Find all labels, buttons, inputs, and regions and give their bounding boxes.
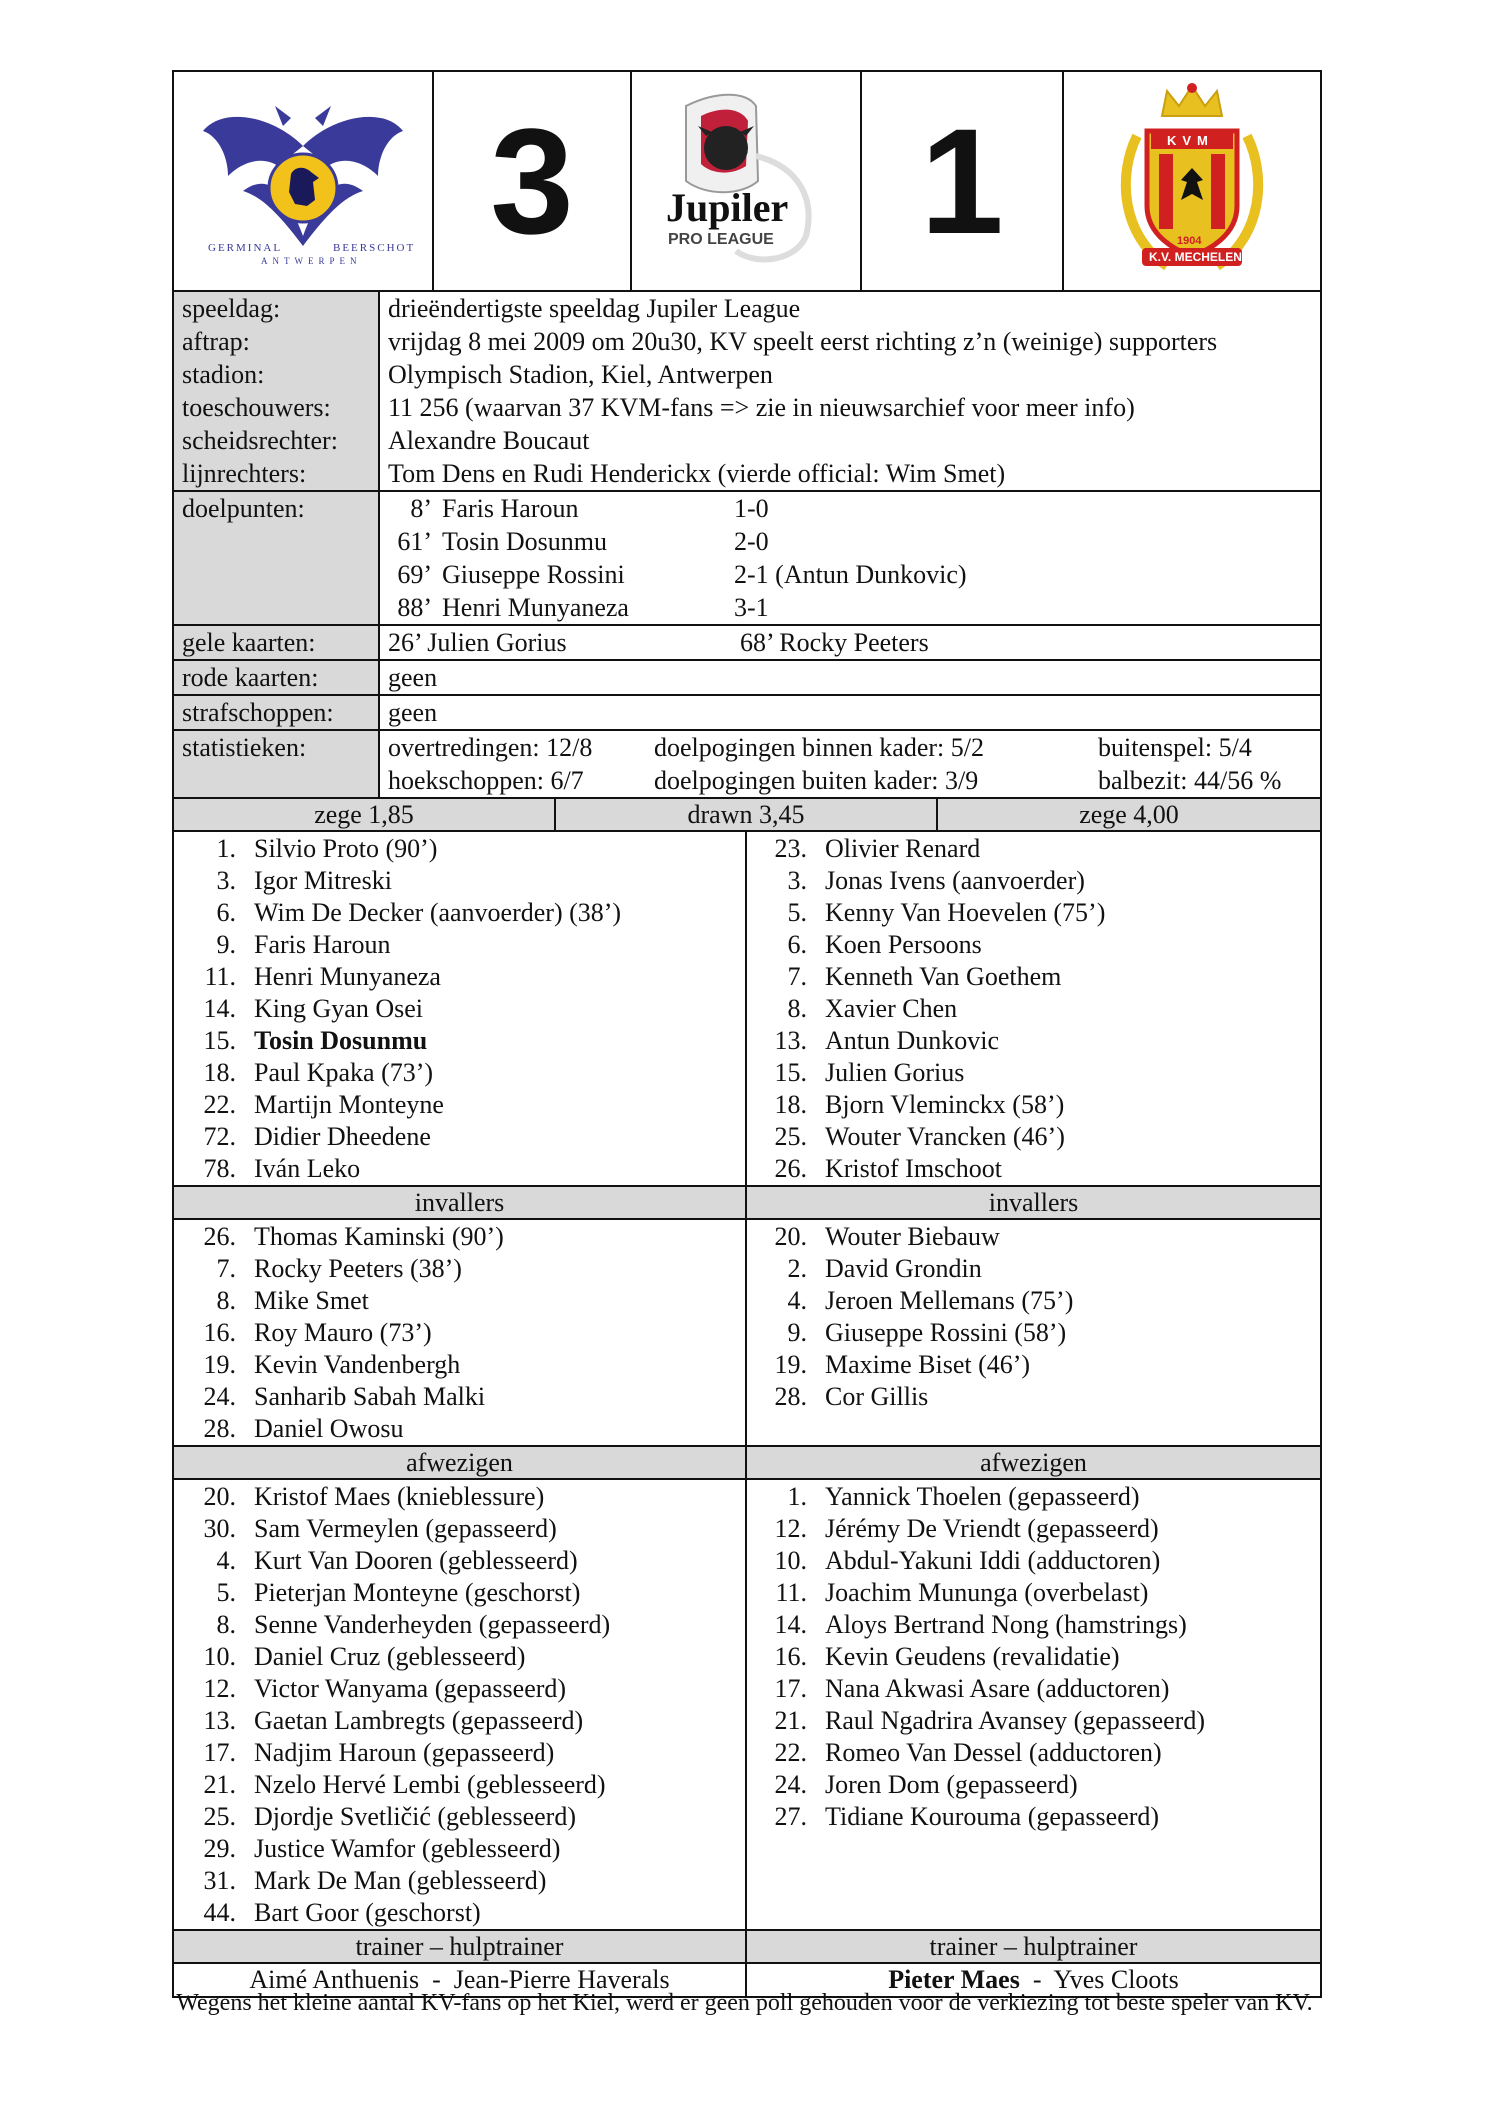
player-row [174,929,745,961]
stat-possession: balbezit: 44/56 % [1098,766,1282,795]
player-row [747,865,1320,897]
match-report-sheet [172,70,1322,1998]
player-name: Sam Vermeylen (gepasseerd) [254,1514,557,1543]
player-name: Wouter Vrancken (46’) [825,1122,1065,1151]
player-number: 25. [203,1802,236,1831]
player-number: 3. [216,866,236,895]
player-number: 4. [787,1286,807,1315]
lineup-home [174,832,747,1185]
trainer-away-assistant: Yves Cloots [1053,1965,1179,1994]
aftrap-value: vrijdag 8 mei 2009 om 20u30, KV speelt eerst richting z’n (weinige) supporters [388,327,1218,356]
player-name: Kurt Van Dooren (geblesseerd) [254,1546,578,1575]
player-row [174,1221,745,1253]
player-number: 16. [774,1642,807,1671]
player-number: 15. [774,1058,807,1087]
player-number: 11. [775,1578,807,1607]
trainer-home-main: Aimé Anthuenis [249,1965,420,1994]
player-row [747,1285,1320,1317]
footnote: Wegens het kleine aantal KV-fans op het Kiel, werd er geen poll gehouden voor de verkiezing tot beste speler van KV. [176,1990,1313,2016]
player-number: 10. [774,1546,807,1575]
player-number: 14. [203,994,236,1023]
player-number: 7. [216,1254,236,1283]
player-row [174,1121,745,1153]
player-number: 9. [216,930,236,959]
player-number: 20. [774,1222,807,1251]
odds-away: zege 4,00 [1079,800,1179,829]
player-row [174,1317,745,1349]
player-name: Kevin Vandenbergh [254,1350,461,1379]
league-logo [632,72,862,290]
player-row [174,1253,745,1285]
aftrap-label: aftrap: [182,327,250,356]
player-name: Daniel Owosu [254,1414,404,1443]
away-score-cell [862,72,1064,290]
player-name: Wouter Biebauw [825,1222,1000,1251]
player-name: Victor Wanyama (gepasseerd) [254,1674,567,1703]
player-number: 27. [774,1802,807,1831]
player-row [747,1025,1320,1057]
player-row [747,1349,1320,1381]
player-name: Julien Gorius [825,1058,965,1087]
player-name: Giuseppe Rossini (58’) [825,1318,1067,1347]
player-name: Aloys Bertrand Nong (hamstrings) [825,1610,1187,1639]
player-row [174,1673,745,1705]
player-row [747,1641,1320,1673]
player-name: Maxime Biset (46’) [825,1350,1031,1379]
betting-odds [174,799,1320,832]
player-number: 72. [203,1122,236,1151]
player-row [747,1253,1320,1285]
player-name: Martijn Monteyne [254,1090,444,1119]
trainer-label-away: trainer – hulptrainer [929,1932,1138,1961]
player-name: Olivier Renard [825,834,981,863]
player-name: Mark De Man (geblesseerd) [254,1866,547,1895]
player-row [174,1381,745,1413]
yellow-cards-label: gele kaarten: [182,628,316,657]
player-number: 11. [204,962,236,991]
player-number: 20. [203,1482,236,1511]
player-name: Nadjim Haroun (gepasseerd) [254,1738,555,1767]
player-number: 15. [203,1026,236,1055]
player-name: David Grondin [825,1254,982,1283]
player-row [174,1833,745,1865]
player-name: Daniel Cruz (geblesseerd) [254,1642,526,1671]
player-name: Kristof Maes (knieblessure) [254,1482,545,1511]
player-row [174,1897,745,1929]
player-number: 31. [203,1866,236,1895]
player-row [174,1285,745,1317]
stat-offside: buitenspel: 5/4 [1098,733,1252,762]
player-number: 26. [203,1222,236,1251]
player-number: 29. [203,1834,236,1863]
player-row [174,833,745,865]
scheidsrechter-value: Alexandre Boucaut [388,426,590,455]
toeschouwers-label: toeschouwers: [182,393,331,422]
speeldag-label: speeldag: [182,294,281,323]
player-row [747,1897,1320,1929]
player-row [174,1025,745,1057]
player-number: 17. [774,1674,807,1703]
player-name: Djordje Svetličić (geblesseerd) [254,1802,576,1831]
stat-corners: hoekschoppen: 6/7 [388,766,584,795]
lijnrechters-value: Tom Dens en Rudi Henderickx (vierde official: Wim Smet) [388,459,1006,488]
player-name: Jonas Ivens (aanvoerder) [825,866,1085,895]
player-row [174,1705,745,1737]
player-number: 18. [774,1090,807,1119]
player-name: Igor Mitreski [254,866,392,895]
player-row [174,1769,745,1801]
yellow-card-away: 68’ Rocky Peeters [740,628,929,657]
stadion-value: Olympisch Stadion, Kiel, Antwerpen [388,360,773,389]
player-name: Roy Mauro (73’) [254,1318,432,1347]
player-name: Faris Haroun [254,930,391,959]
away-score: 1 [920,97,1004,265]
scheidsrechter-label: scheidsrechter: [182,426,338,455]
penalties-label: strafschoppen: [182,698,334,727]
stat-on-target: doelpogingen binnen kader: 5/2 [654,733,984,762]
player-name: Abdul-Yakuni Iddi (adductoren) [825,1546,1161,1575]
player-row [174,1413,745,1445]
player-number: 19. [203,1350,236,1379]
player-row [174,1641,745,1673]
player-number: 6. [216,898,236,927]
player-name: Nana Akwasi Asare (adductoren) [825,1674,1170,1703]
player-number: 19. [774,1350,807,1379]
player-number: 2. [787,1254,807,1283]
player-row [174,1057,745,1089]
trainer-away: Pieter Maes - Yves Cloots [888,1965,1179,1994]
player-name: Bart Goor (geschorst) [254,1898,481,1927]
goal-row: 69’ Giuseppe Rossini 2-1 (Antun Dunkovic) [397,560,967,589]
player-row [747,1705,1320,1737]
player-name: Wim De Decker (aanvoerder) (38’) [254,898,622,927]
away-logo-text-top: KVM [1167,133,1214,148]
absent-away [747,1480,1320,1929]
player-row [747,1413,1320,1445]
player-row [747,1381,1320,1413]
player-row [747,929,1320,961]
player-row [174,1089,745,1121]
home-team-logo [174,72,434,290]
player-row [174,1737,745,1769]
penalties-value: geen [388,698,438,727]
player-row [747,1545,1320,1577]
away-logo-year: 1904 [1177,235,1202,247]
player-row [747,1801,1320,1833]
subs-label-home: invallers [174,1187,747,1218]
player-row [747,1057,1320,1089]
player-row [174,993,745,1025]
lijnrechters-label: lijnrechters: [182,459,307,488]
player-number: 26. [774,1154,807,1183]
home-score: 3 [490,97,574,265]
player-row [174,897,745,929]
red-cards-label: rode kaarten: [182,663,319,692]
player-number: 1. [216,834,236,863]
player-number: 5. [787,898,807,927]
player-number: 9. [787,1318,807,1347]
player-name: Silvio Proto (90’) [254,834,438,863]
player-name: Nzelo Hervé Lembi (geblesseerd) [254,1770,606,1799]
trainer-away-main: Pieter Maes [888,1965,1020,1994]
player-row [747,897,1320,929]
home-logo-text-bottom: ANTWERPEN [261,256,362,266]
player-row [747,1577,1320,1609]
player-number: 24. [203,1382,236,1411]
player-name: Rocky Peeters (38’) [254,1254,462,1283]
match-info [174,292,1320,492]
player-name: Tosin Dosunmu [254,1026,428,1055]
player-row [174,1545,745,1577]
player-name: Tidiane Kourouma (gepasseerd) [825,1802,1160,1831]
player-name: Cor Gillis [825,1382,929,1411]
absent-header [174,1447,1320,1480]
trainer-header [174,1931,1320,1964]
player-name: Antun Dunkovic [825,1026,1000,1055]
subs-home [174,1220,747,1445]
player-number: 5. [216,1578,236,1607]
player-name: Thomas Kaminski (90’) [254,1222,504,1251]
goals-section [174,492,1320,626]
player-row [747,1609,1320,1641]
league-logo-subtext: PRO LEAGUE [668,231,774,248]
red-cards-section [174,661,1320,696]
player-name: Gaetan Lambregts (gepasseerd) [254,1706,584,1735]
player-row [747,833,1320,865]
toeschouwers-value: 11 256 (waarvan 37 KVM-fans => zie in nieuwsarchief voor meer info) [388,393,1135,422]
player-row [747,1221,1320,1253]
score-header [174,72,1320,292]
player-row [747,1089,1320,1121]
player-number: 13. [203,1706,236,1735]
player-row [174,1609,745,1641]
player-number: 8. [216,1286,236,1315]
player-row [174,1513,745,1545]
home-logo-text-left: GERMINAL [208,242,283,254]
player-number: 23. [774,834,807,863]
player-name: Xavier Chen [825,994,958,1023]
player-number: 28. [774,1382,807,1411]
absent-label-home: afwezigen [174,1447,747,1478]
player-row [174,1577,745,1609]
player-row [174,1801,745,1833]
player-number: 10. [203,1642,236,1671]
player-number: 30. [203,1514,236,1543]
subs-away [747,1220,1320,1445]
player-number: 24. [774,1770,807,1799]
away-logo-text-bottom: K.V. MECHELEN [1149,250,1242,264]
player-number: 28. [203,1414,236,1443]
player-name: Romeo Van Dessel (adductoren) [825,1738,1162,1767]
player-number: 25. [774,1122,807,1151]
absent-label-away: afwezigen [980,1448,1087,1477]
yellow-card-home: 26’ Julien Gorius [388,628,567,657]
player-row [747,1833,1320,1865]
home-logo-text-right: BEERSCHOT [333,242,416,254]
player-number: 21. [203,1770,236,1799]
player-row [747,1865,1320,1897]
lineup-away [747,832,1320,1185]
player-row [747,1317,1320,1349]
stat-fouls: overtredingen: 12/8 [388,733,593,762]
player-name: Iván Leko [254,1154,361,1183]
player-number: 78. [203,1154,236,1183]
red-cards-value: geen [388,663,438,692]
away-team-logo [1064,72,1320,290]
player-row [174,865,745,897]
player-name: Henri Munyaneza [254,962,441,991]
player-row [747,1121,1320,1153]
goal-row: 8’ Faris Haroun 1-0 [410,494,769,523]
league-logo-text: Jupiler [666,185,789,230]
player-row [174,1349,745,1381]
subs-header [174,1187,1320,1220]
player-row [747,1153,1320,1185]
goal-row: 88’ Henri Munyaneza 3-1 [397,593,769,622]
player-row [747,1673,1320,1705]
player-row [747,1513,1320,1545]
player-name: Koen Persoons [825,930,982,959]
player-name: Senne Vanderheyden (gepasseerd) [254,1610,611,1639]
player-row [174,1481,745,1513]
home-score-cell [434,72,632,290]
player-number: 14. [774,1610,807,1639]
player-name: Sanharib Sabah Malki [254,1382,486,1411]
speeldag-value: drieëndertigste speeldag Jupiler League [388,294,801,323]
player-number: 7. [787,962,807,991]
absentees [174,1480,1320,1931]
trainer-home: Aimé Anthuenis - Jean-Pierre Haverals [174,1964,747,1996]
player-number: 4. [216,1546,236,1575]
player-number: 12. [774,1514,807,1543]
player-row [747,1737,1320,1769]
player-number: 22. [203,1090,236,1119]
player-number: 16. [203,1318,236,1347]
player-name: Kenny Van Hoevelen (75’) [825,898,1106,927]
player-number: 17. [203,1738,236,1767]
goals-label: doelpunten: [182,494,305,523]
stats-section [174,731,1320,799]
stats-label: statistieken: [182,733,307,762]
player-number: 21. [774,1706,807,1735]
player-name: Mike Smet [254,1286,369,1315]
player-name: Bjorn Vleminckx (58’) [825,1090,1065,1119]
player-number: 12. [203,1674,236,1703]
player-row [747,993,1320,1025]
player-number: 18. [203,1058,236,1087]
player-row [747,1769,1320,1801]
player-row [747,1481,1320,1513]
player-name: Didier Dheedene [254,1122,431,1151]
yellow-cards-section [174,626,1320,661]
player-name: Kevin Geudens (revalidatie) [825,1642,1120,1671]
player-name: Jérémy De Vriendt (gepasseerd) [825,1514,1159,1543]
player-name: Pieterjan Monteyne (geschorst) [254,1578,581,1607]
goal-row: 61’ Tosin Dosunmu 2-0 [397,527,769,556]
stadion-label: stadion: [182,360,265,389]
subs-label-away: invallers [988,1188,1079,1217]
stat-off-target: doelpogingen buiten kader: 3/9 [654,766,979,795]
player-number: 8. [216,1610,236,1639]
player-name: Joren Dom (gepasseerd) [825,1770,1078,1799]
penalties-section [174,696,1320,731]
player-row [174,961,745,993]
player-number: 3. [787,866,807,895]
player-number: 6. [787,930,807,959]
odds-home: zege 1,85 [174,799,556,830]
player-name: Yannick Thoelen (gepasseerd) [825,1482,1140,1511]
substitutes [174,1220,1320,1447]
player-name: Jeroen Mellemans (75’) [825,1286,1074,1315]
player-number: 22. [774,1738,807,1767]
trainer-home-assistant: Jean-Pierre Haverals [453,1965,670,1994]
player-name: King Gyan Osei [254,994,423,1023]
trainer-label-home: trainer – hulptrainer [174,1931,747,1962]
player-number: 1. [787,1482,807,1511]
player-row [174,1865,745,1897]
player-number: 44. [203,1898,236,1927]
player-name: Kenneth Van Goethem [825,962,1062,991]
lineups [174,832,1320,1187]
player-row [747,961,1320,993]
player-name: Paul Kpaka (73’) [254,1058,434,1087]
player-name: Joachim Mununga (overbelast) [825,1578,1149,1607]
player-name: Justice Wamfor (geblesseerd) [254,1834,561,1863]
player-number: 8. [787,994,807,1023]
player-name: Kristof Imschoot [825,1154,1002,1183]
odds-draw: drawn 3,45 [556,799,938,830]
absent-home [174,1480,747,1929]
player-number: 13. [774,1026,807,1055]
player-row [174,1153,745,1185]
player-name: Raul Ngadrira Avansey (gepasseerd) [825,1706,1205,1735]
